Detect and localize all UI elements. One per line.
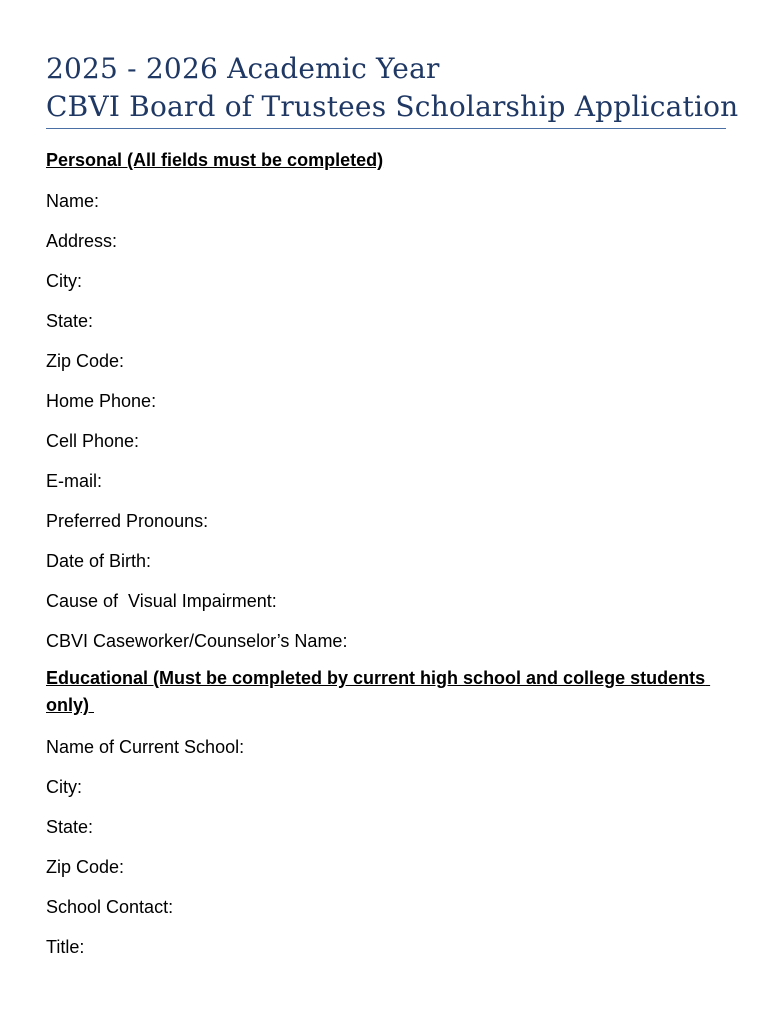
field-address: Address: [46,231,118,251]
field-state: State: [46,311,94,331]
field-city: City: [46,271,82,291]
field-contact-title: Title: [46,937,85,957]
title-academic-year: 2025 - 2026 Academic Year [46,52,440,85]
field-cell-phone: Cell Phone: [46,431,140,451]
field-current-school-name: Name of Current School: [46,737,245,757]
application-document [46,50,739,959]
field-preferred-pronouns: Preferred Pronouns: [46,511,209,531]
educational-section-heading: Educational (Must be completed by current high school and college students only) [46,668,711,715]
field-school-contact: School Contact: [46,897,174,917]
document-title [46,50,739,129]
field-zip-code: Zip Code: [46,351,125,371]
title-application-name: CBVI Board of Trustees Scholarship Application [46,90,739,123]
field-caseworker-name: CBVI Caseworker/Counselor’s Name: [46,631,348,651]
field-cause-of-visual-impairment: Cause of Visual Impairment: [46,591,277,611]
field-home-phone: Home Phone: [46,391,157,411]
educational-section [46,665,711,959]
field-date-of-birth: Date of Birth: [46,551,152,571]
personal-section-heading: Personal (All fields must be completed) [46,150,384,170]
field-email: E-mail: [46,471,103,491]
field-name: Name: [46,191,100,211]
personal-section [46,147,726,653]
field-school-city: City: [46,777,82,797]
field-school-zip-code: Zip Code: [46,857,125,877]
field-school-state: State: [46,817,94,837]
